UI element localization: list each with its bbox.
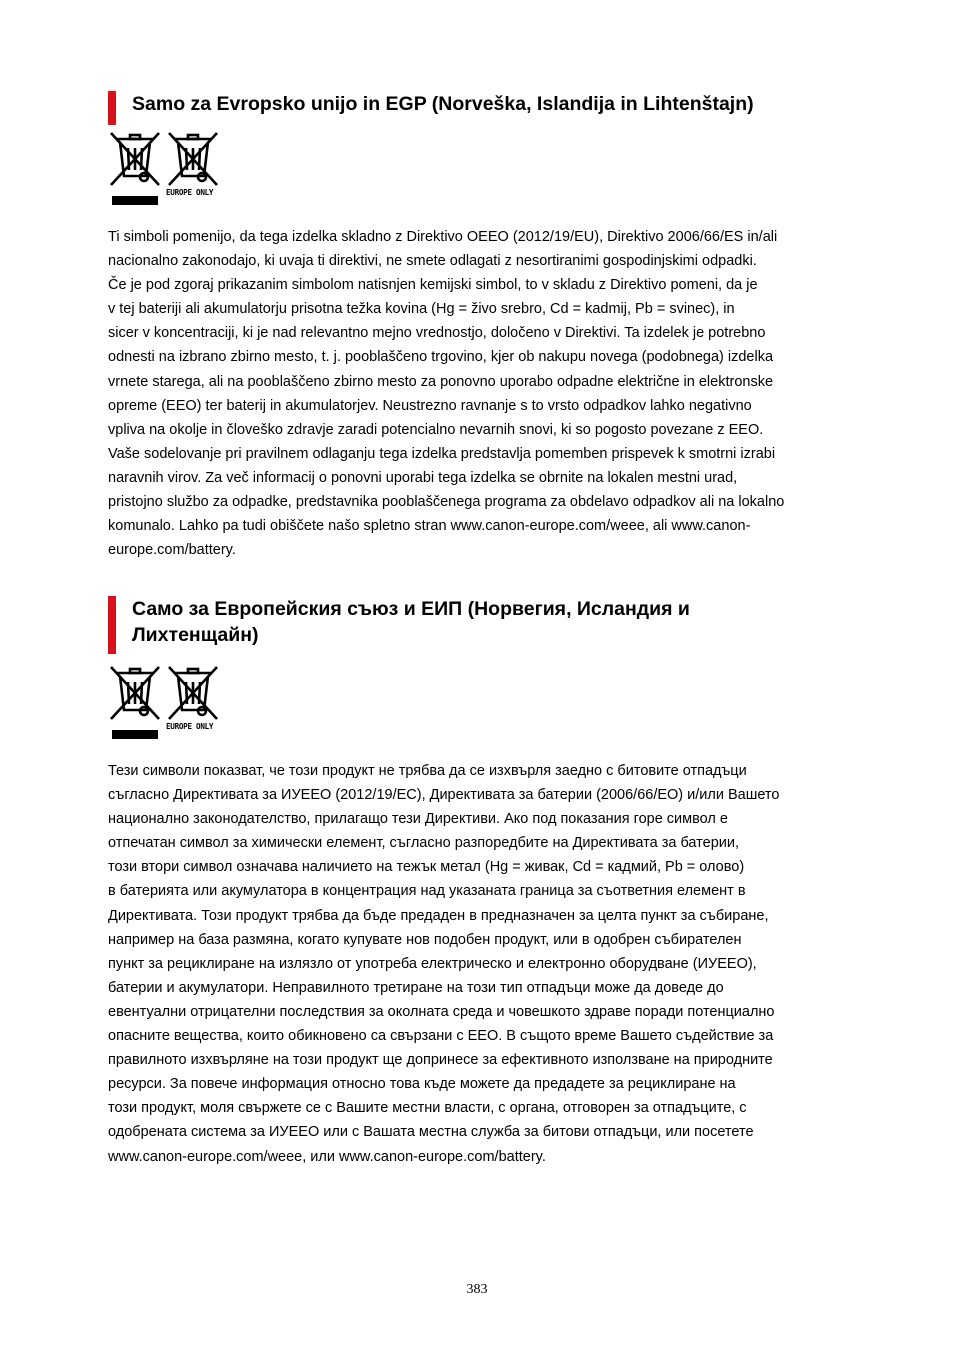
section-heading [108,596,868,648]
weee-symbols [108,664,868,742]
bar-symbol [112,730,158,739]
section-bulgarian [108,596,868,1169]
heading-accent-bar [108,596,116,654]
section-slovenian [108,91,868,562]
weee-crossed-bin-icon [166,664,220,722]
body-paragraph: Тези символи показват, че този продукт не трябва да се изхвърля заедно с битовите отпадъци съгласно Директивата за ИУЕЕО (2012/19/ЕС), Директивата за батерии (2006/66/ЕО) и/или Вашето национално законодателство, прилагащо тези Директиви. Ако под показания горе символ е отпечатан символ за химически елемент, съгласно разпоредбите на Директивата за батерии, този втори символ означава наличието на тежък метал (Hg = живак, Cd = кадмий, Pb = олово) в батерията или акумулатора в концентрация над указаната граница за съответния елемент в Директивата. Този продукт трябва да бъде предаден в предназначен за целта пункт за събиране, например на база размяна, когато купувате нов подобен продукт, или в одобрен събирателен пункт за рециклиране на излязло от употреба електрическо и електронно оборудване (ИУЕЕО), батерии и акумулатори. Неправилното третиране на този тип отпадъци може да доведе до евентуални отрицателни последствия за околната среда и човешкото здраве поради потенциално опасните вещества, които обикновено са свързани с ЕЕО. В същото време Вашето съдействие за правилното изхвърляне на този продукт ще допринесе за ефективното използване на природните ресурси. За повече информация относно това къде можете да предадете за рециклиране на този продукт, моля свържете се с Вашите местни власти, с органа, отговорен за отпадъците, с одобрената система за ИУЕЕО или с Вашата местна служба за битови отпадъци, или посетете www.canon-europe.com/weee, или www.canon-europe.com/battery. [108,763,780,1165]
heading-accent-bar [108,91,116,125]
europe-only-label: EUROPE ONLY [166,188,214,197]
europe-only-label: EUROPE ONLY [166,722,214,731]
weee-crossed-bin-icon [108,664,162,722]
bar-symbol [112,196,158,205]
weee-crossed-bin-icon [108,130,162,188]
weee-crossed-bin-icon [166,130,220,188]
page-number: 383 [466,1282,488,1297]
heading-text: Само за Европейския съюз и ЕИП (Норвегия, Исландия и Лихтенщайн) [132,598,690,646]
body-paragraph: Ti simboli pomenijo, da tega izdelka skladno z Direktivo OEEO (2012/19/EU), Direktivo 2006/66/ES in/ali nacionalno zakonodajo, ki uvaja ti direktivi, ne smete odlagati z nesortiranimi gospodinjskimi odpadki. Če je pod zgoraj prikazanim simbolom natisnjen kemijski simbol, to v skladu z Direktivo pomeni, da je v tej bateriji ali akumulatorju prisotna težka kovina (Hg = živo srebro, Cd = kadmij, Pb = svinec), in sicer v koncentraciji, ki je nad relevantno mejno vrednostjo, določeno v Direktivi. Ta izdelek je potrebno odnesti na izbrano zbirno mesto, t. j. pooblaščeno trgovino, kjer ob nakupu novega (podobnega) izdelka vrnete starega, ali na pooblaščeno zbirno mesto za ponovno uporabo odpadne električne in elektronske opreme (EEO) ter baterij in akumulatorjev. Neustrezno ravnanje s to vrsto odpadkov lahko negativno vpliva na okolje in človeško zdravje zaradi potencialno nevarnih snovi, ki so pogosto povezane z EEO. Vaše sodelovanje pri pravilnem odlaganju tega izdelka predstavlja pomemben prispevek k smotrni izrabi naravnih virov. Za več informacij o ponovni uporabi tega izdelka se obrnite na lokalen mestni urad, pristojno službo za odpadke, predstavnika pooblaščenega programa za obdelavo odpadkov ali na lokalno komunalo. Lahko pa tudi obiščete našo spletno stran www.canon-europe.com/weee, ali www.canon- europe.com/battery. [108,229,785,559]
heading-text: Samo za Evropsko unijo in EGP (Norveška, Islandija in Lihtenštajn) [132,93,754,115]
weee-symbols [108,130,868,208]
section-heading [108,91,868,117]
